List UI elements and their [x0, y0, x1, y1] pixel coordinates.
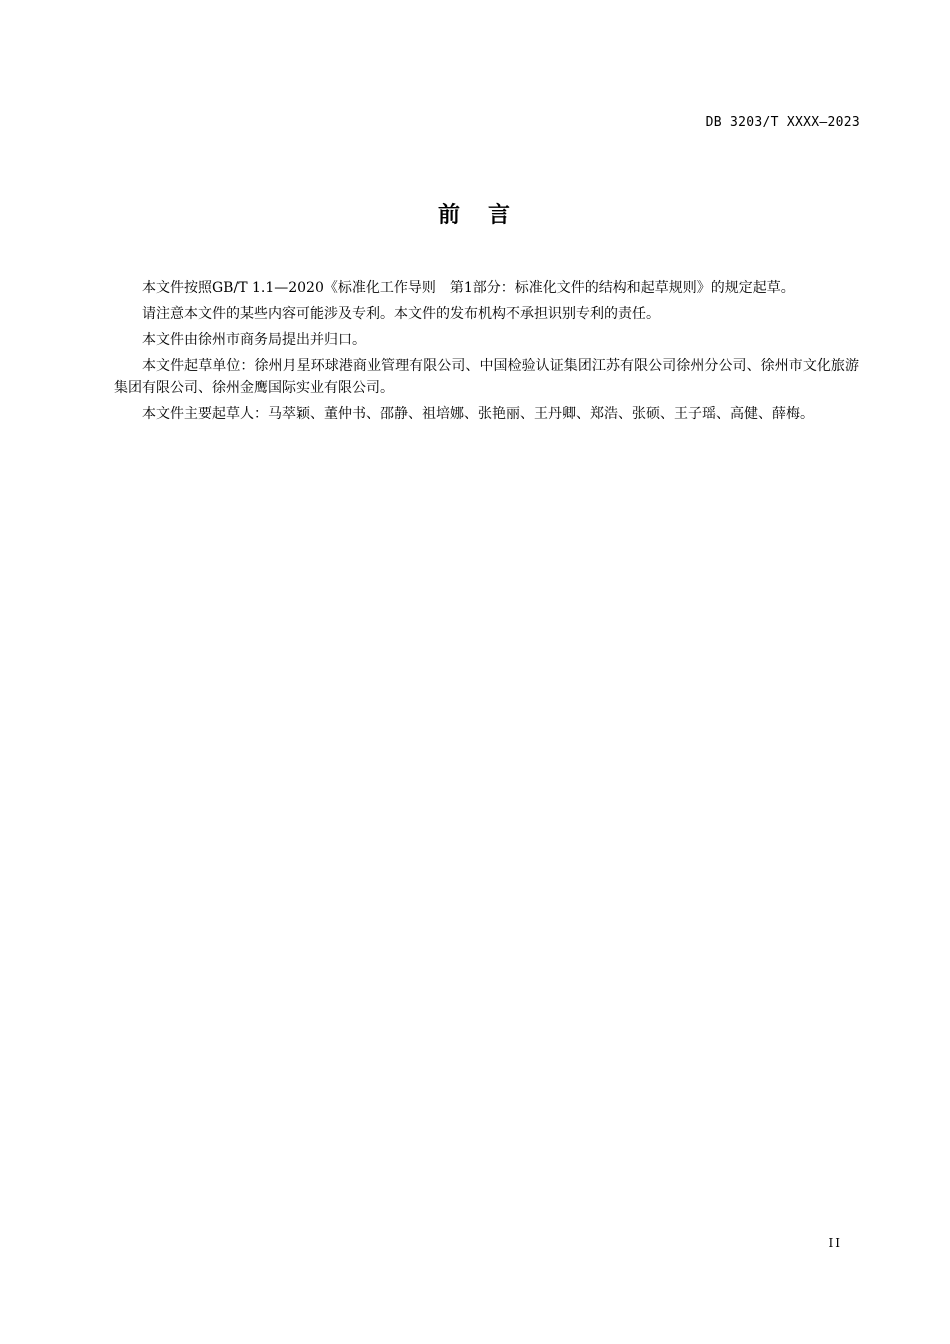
page-number: II — [828, 1236, 842, 1250]
paragraph-drafters: 本文件主要起草人：马萃颖、董仲书、邵静、祖培娜、张艳丽、王丹卿、郑浩、张硕、王子瑶、高健、薛梅。 — [142, 406, 814, 422]
foreword-body — [114, 277, 859, 429]
paragraph-patent-notice: 请注意本文件的某些内容可能涉及专利。本文件的发布机构不承担识别专利的责任。 — [142, 306, 660, 322]
paragraph-drafting-rules: 本文件按照GB/T 1.1—2020《标准化工作导则 第1部分：标准化文件的结构和起草规则》的规定起草。 — [142, 280, 795, 296]
title-char-2: 言 — [488, 203, 513, 228]
document-code: DB 3203/T XXXX—2023 — [705, 115, 860, 130]
paragraph-drafting-units: 本文件起草单位：徐州月星环球港商业管理有限公司、中国检验认证集团江苏有限公司徐州分公司、徐州市文化旅游集团有限公司、徐州金鹰国际实业有限公司。 — [114, 358, 859, 396]
title-char-1: 前 — [437, 203, 462, 228]
paragraph-proposer: 本文件由徐州市商务局提出并归口。 — [142, 332, 366, 348]
page-title — [0, 198, 950, 229]
